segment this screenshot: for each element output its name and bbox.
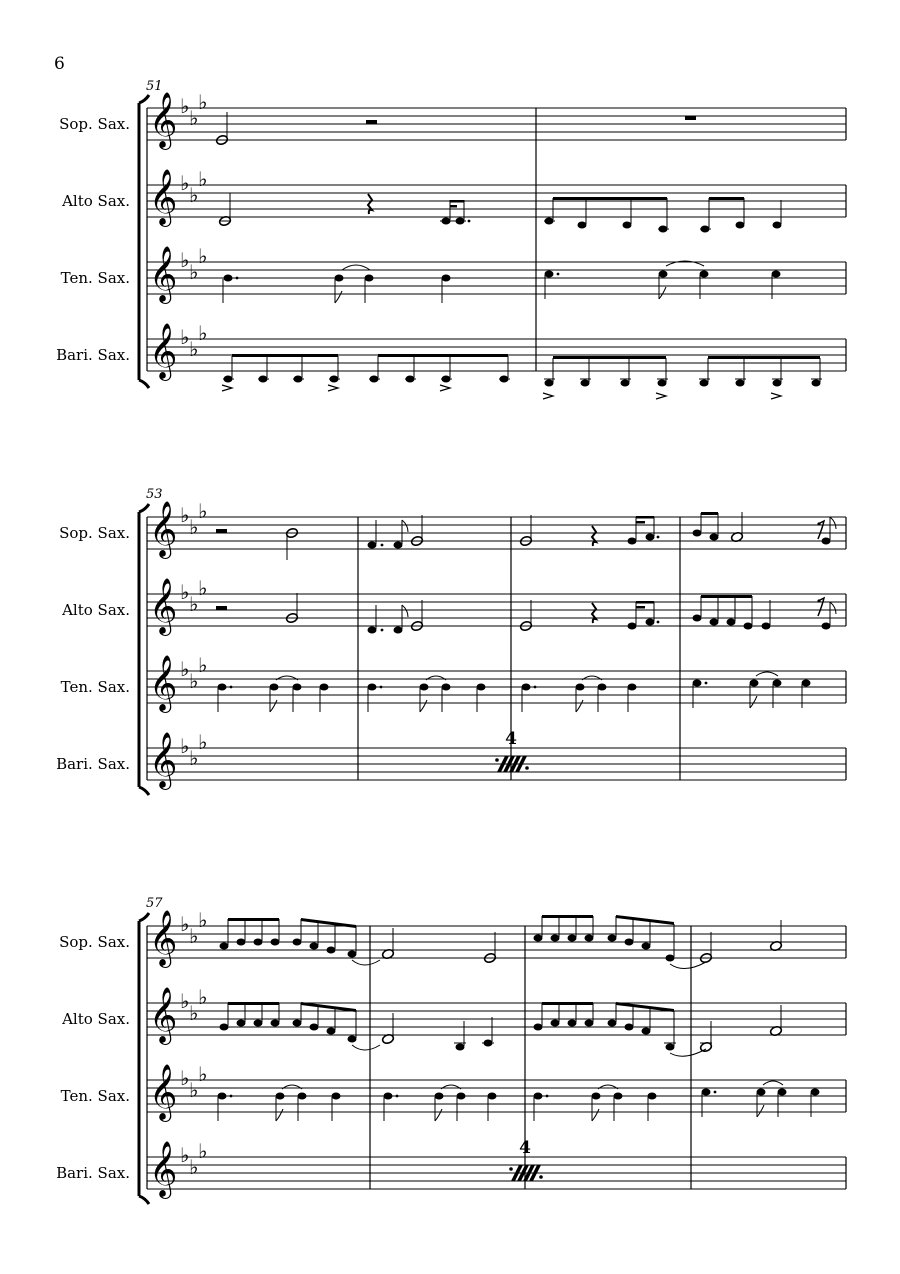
repeat-count: 4	[505, 729, 517, 749]
svg-text:♭: ♭	[198, 653, 208, 677]
instrument-name: Bari. Sax.	[56, 755, 130, 773]
svg-text:♭: ♭	[189, 1078, 199, 1102]
svg-text:♭: ♭	[189, 183, 199, 207]
system-1	[56, 79, 846, 399]
svg-text:𝄞: 𝄞	[149, 655, 178, 711]
instrument-name: Alto Sax.	[62, 1010, 130, 1028]
svg-text:𝄞: 𝄞	[149, 1141, 178, 1197]
svg-text:♭: ♭	[189, 924, 199, 948]
instrument-name: Sop. Sax.	[59, 115, 130, 133]
svg-text:♭: ♭	[198, 908, 208, 932]
svg-text:♭: ♭	[198, 244, 208, 268]
svg-text:♭: ♭	[189, 260, 199, 284]
svg-text:♭: ♭	[198, 576, 208, 600]
svg-text:𝄞: 𝄞	[149, 501, 178, 557]
svg-text:♭: ♭	[198, 499, 208, 523]
svg-text:𝄞: 𝄞	[149, 987, 178, 1043]
svg-text:𝄞: 𝄞	[149, 732, 178, 788]
svg-text:𝄞: 𝄞	[149, 169, 178, 225]
svg-text:𝄞: 𝄞	[149, 578, 178, 634]
svg-text:♭: ♭	[198, 90, 208, 114]
repeat-sign	[495, 729, 529, 772]
svg-text:♭: ♭	[180, 734, 190, 758]
measure-number: 53	[146, 487, 163, 502]
notes	[215, 112, 822, 399]
svg-text:♭: ♭	[180, 503, 190, 527]
notes	[218, 915, 820, 1181]
svg-text:♭: ♭	[180, 1066, 190, 1090]
svg-text:♭: ♭	[198, 1062, 208, 1086]
instrument-name: Sop. Sax.	[59, 933, 130, 951]
instrument-name: Alto Sax.	[62, 192, 130, 210]
svg-text:♭: ♭	[198, 1139, 208, 1163]
svg-text:♭: ♭	[180, 325, 190, 349]
svg-text:♭: ♭	[189, 515, 199, 539]
repeat-sign	[509, 1138, 543, 1181]
page-number: 6	[54, 54, 65, 74]
svg-text:𝄞: 𝄞	[149, 246, 178, 302]
system-2	[56, 487, 846, 795]
repeat-count: 4	[519, 1138, 531, 1158]
svg-text:♭: ♭	[198, 167, 208, 191]
measure-number: 57	[146, 896, 163, 911]
svg-text:♭: ♭	[180, 171, 190, 195]
instrument-name: Bari. Sax.	[56, 1164, 130, 1182]
instrument-name: Sop. Sax.	[59, 524, 130, 542]
svg-text:♭: ♭	[180, 657, 190, 681]
svg-text:𝄞: 𝄞	[149, 323, 178, 379]
svg-text:𝄞: 𝄞	[149, 1064, 178, 1120]
instrument-name: Ten. Sax.	[60, 678, 130, 696]
svg-text:♭: ♭	[189, 106, 199, 130]
clef-and-key	[149, 92, 177, 381]
svg-text:♭: ♭	[180, 912, 190, 936]
svg-text:♭: ♭	[180, 989, 190, 1013]
instrument-name: Ten. Sax.	[60, 269, 130, 287]
instrument-name: Ten. Sax.	[60, 1087, 130, 1105]
measure-number: 51	[146, 79, 163, 94]
svg-text:♭: ♭	[189, 669, 199, 693]
svg-text:♭: ♭	[198, 985, 208, 1009]
svg-text:♭: ♭	[189, 746, 199, 770]
svg-text:♭: ♭	[198, 730, 208, 754]
svg-text:♭: ♭	[189, 1001, 199, 1025]
svg-text:♭: ♭	[180, 94, 190, 118]
instrument-name: Alto Sax.	[62, 601, 130, 619]
svg-text:♭: ♭	[180, 248, 190, 272]
svg-text:♭: ♭	[189, 592, 199, 616]
svg-text:𝄞: 𝄞	[149, 910, 178, 966]
system-3	[56, 896, 846, 1204]
svg-text:𝄞: 𝄞	[149, 92, 178, 148]
svg-text:♭: ♭	[180, 580, 190, 604]
notes	[216, 512, 836, 772]
svg-text:♭: ♭	[189, 1155, 199, 1179]
svg-text:♭: ♭	[189, 337, 199, 361]
svg-text:♭: ♭	[198, 321, 208, 345]
instrument-name: Bari. Sax.	[56, 346, 130, 364]
svg-text:♭: ♭	[180, 1143, 190, 1167]
